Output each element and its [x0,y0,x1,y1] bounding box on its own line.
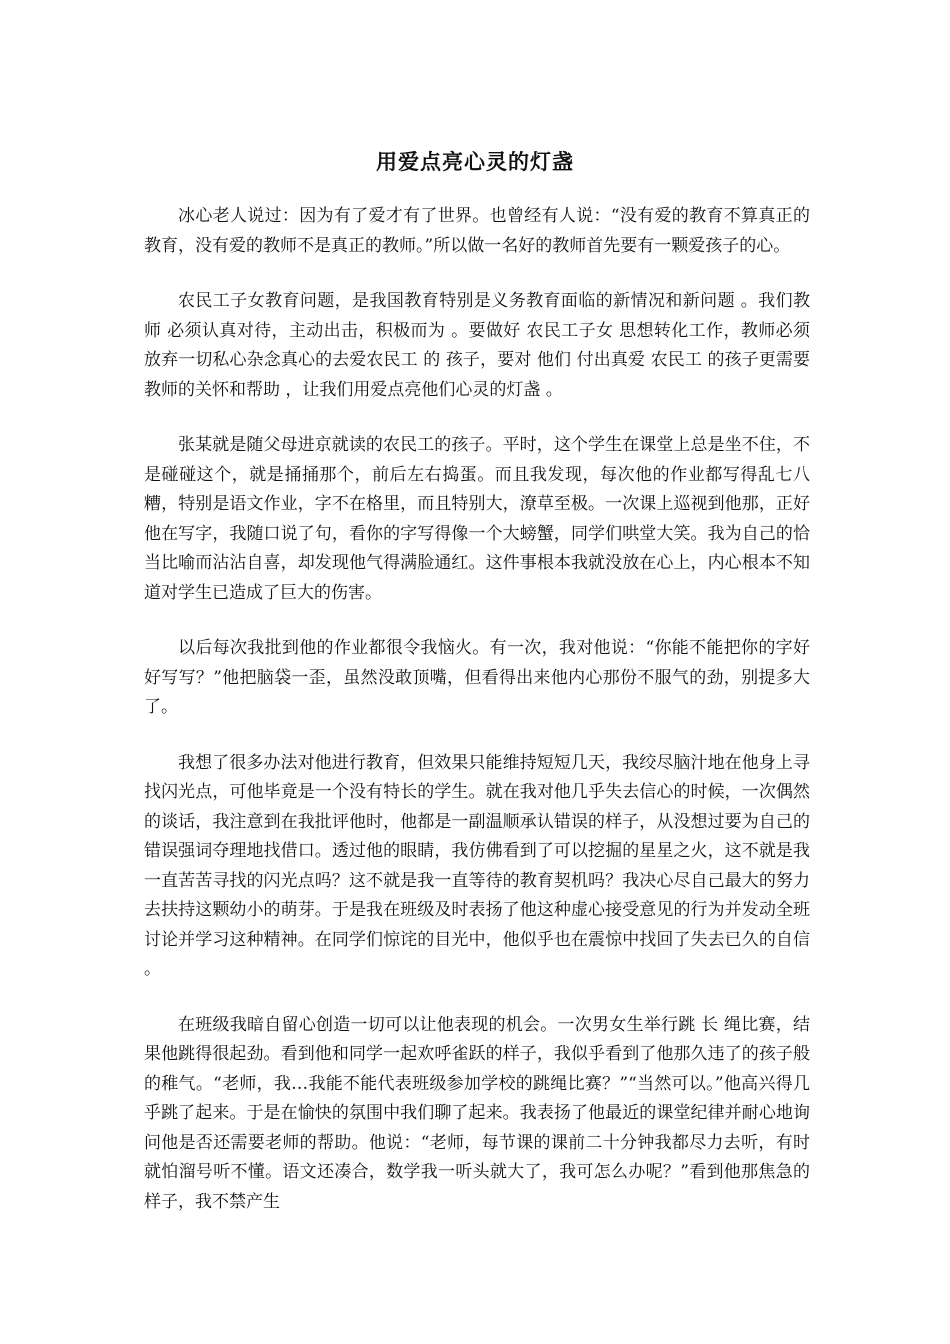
paragraph-6: 在班级我暗自留心创造一切可以让他表现的机会。一次男女生举行跳 长 绳比赛，结果他跳得很起劲。看到他和同学一起欢呼雀跃的样子，我似乎看到了他那久违了的孩子般的稚气。“老师，我…我能不能代表班级参加学校的跳绳比赛？”“当然可以。”他高兴得几乎跳了起来。于是在愉快的氛围中我们聊了起来。我表扬了他最近的课堂纪律并耐心地询问他是否还需要老师的帮助。他说：“老师，每节课的课前二十分钟我都尽力去听，有时就怕溜号听不懂。语文还凑合，数学我一听头就大了，我可怎么办呢？”看到他那焦急的样子，我不禁产生 [144,1014,810,1212]
paragraph-5: 我想了很多办法对他进行教育，但效果只能维持短短几天，我绞尽脑汁地在他身上寻找闪光点，可他毕竟是一个没有特长的学生。就在我对他几乎失去信心的时候，一次偶然的谈话，我注意到在我批评他时，他都是一副温顺承认错误的样子，从没想过要为自己的错误强词夺理地找借口。透过他的眼睛，我仿佛看到了可以挖掘的星星之火，这不就是我一直苦苦寻找的闪光点吗？这不就是我一直等待的教育契机吗？我决心尽自己最大的努力去扶持这颗幼小的萌芽。于是我在班级及时表扬了他这种虚心接受意见的行为并发动全班讨论并学习这种精神。在同学们惊诧的目光中，他似乎也在震惊中找回了失去已久的自信 。 [144,752,810,979]
document-body [144,202,810,1243]
paragraph-2: 农民工子女教育问题，是我国教育特别是义务教育面临的新情况和新问题 。我们教师 必须认真对待，主动出击，积极而为 。要做好 农民工子女 思想转化工作，教师必须放弃一切私心杂念真心的去爱农民工 的 孩子，要对 他们 付出真爱 农民工 的孩子更需要教师的关怀和帮助 ，让我们用爱点亮他们心灵的灯盏 。 [144,291,810,400]
paragraph-3: 张某就是随父母进京就读的农民工的孩子。平时，这个学生在课堂上总是坐不住，不是碰碰这个，就是捅捅那个，前后左右捣蛋。而且我发现，每次他的作业都写得乱七八糟，特别是语文作业，字不在格里，而且特别大，潦草至极。一次课上巡视到他那，正好他在写字，我随口说了句，看你的字写得像一个大螃蟹，同学们哄堂大笑。我为自己的恰当比喻而沾沾自喜，却发现他气得满脸通红。这件事根本我就没放在心上，内心根本不知道对学生已造成了巨大的伤害。 [144,435,810,603]
document-title: 用爱点亮心灵的灯盏 [376,149,574,174]
paragraph-1: 冰心老人说过：因为有了爱才有了世界。也曾经有人说：“没有爱的教育不算真正的教育，没有爱的教师不是真正的教师。”所以做一名好的教师首先要有一颗爱孩子的心。 [144,206,810,256]
paragraph-4: 以后每次我批到他的作业都很令我恼火。有一次，我对他说：“你能不能把你的字好好写写？”他把脑袋一歪，虽然没敢顶嘴，但看得出来他内心那份不服气的劲，别提多大了。 [144,638,810,717]
